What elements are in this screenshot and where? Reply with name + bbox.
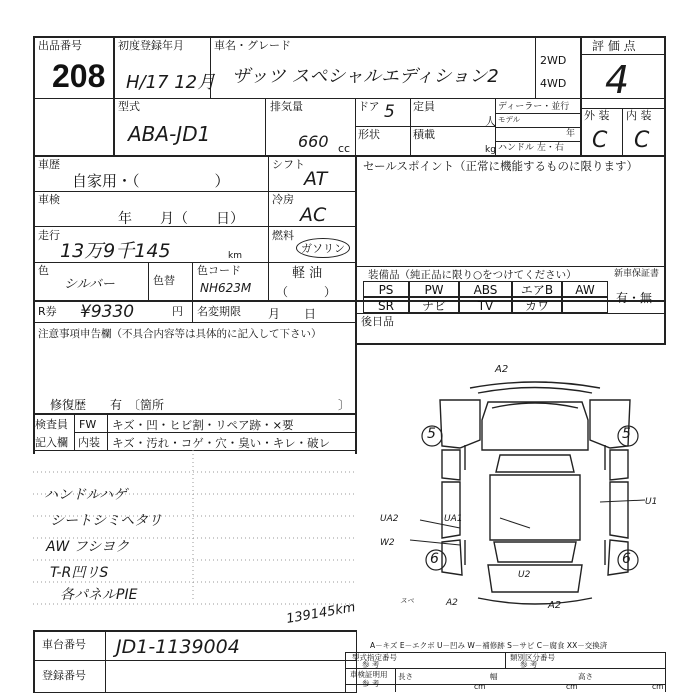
inspection-value: 年 月（ 日） (118, 211, 244, 227)
reg-label: 登録番号 (42, 669, 86, 682)
comment-4: T-R凹リS (50, 565, 109, 581)
type-cert-label: 型式指定番号 (352, 653, 397, 662)
load-unit: kg (485, 145, 496, 155)
inspector-line-2: キズ・汚れ・コゲ・穴・臭い・キレ・破レ (112, 436, 331, 450)
length-unit: cm (474, 682, 486, 691)
mark-rear-left-tire: 6 (430, 551, 439, 567)
mark-left-panel: UA1 (444, 514, 463, 524)
displacement-label: 排気量 (270, 100, 303, 113)
category-sub: 参 考 (520, 660, 538, 669)
fuel-paren: （ ） (276, 285, 337, 299)
notes-label: 注意事項申告欄（不具合内容等は具体的に記入して下さい） (38, 328, 322, 340)
name-grade-value: ザッツ スペシャルエディション2 (232, 66, 499, 87)
mark-left-door: UA2 (380, 514, 399, 524)
sales-point-label: セールスポイント（正常に機能するものに限ります） (363, 159, 638, 173)
inspection-label: 車検 (38, 193, 60, 206)
handle-label: ハンドル 左・右 (498, 143, 564, 153)
equip-pw: PW (409, 281, 459, 297)
shift-value: AT (304, 168, 328, 190)
equip-leather: カワ (512, 297, 562, 313)
equip-tv: TV (459, 297, 512, 313)
mileage-unit: km (228, 251, 242, 261)
model-value: ABA-JD1 (128, 122, 211, 146)
equip-aw: AW (562, 281, 608, 297)
fuel-value-gas: ガソリン (296, 238, 350, 258)
exterior-value: C (592, 128, 608, 153)
height-label: 高さ (578, 672, 593, 681)
mark-front-right-tire: 5 (622, 426, 631, 442)
reg-cert-label: 車検証明用 (350, 670, 388, 679)
fuel-label: 燃料 (272, 229, 294, 242)
first-reg-label: 初度登録年月 (118, 39, 184, 52)
doors-label: ドア (358, 100, 380, 113)
reg-cert-sub: 参 考 (362, 679, 380, 688)
car-diagram (360, 360, 666, 620)
equipment-label: 装備品（純正品に限り○をつけてください） (368, 269, 577, 281)
equip-abs: ABS (459, 281, 512, 297)
ac-label: 冷房 (272, 193, 294, 206)
mark-bottom: A2 (548, 600, 562, 611)
inspector-line-1: キズ・凹・ヒビ割・リペア跡・×要 (112, 418, 294, 432)
inspector-label-1: 検査員 (35, 418, 68, 431)
r-label: R券 (38, 305, 57, 318)
warranty-label: 新車保証書 (614, 269, 660, 279)
inspector-label-2: 記入欄 (35, 436, 68, 449)
comment-1: ハンドルハゲ (44, 487, 128, 503)
capacity-label: 定員 (413, 100, 435, 113)
chassis-label: 車台番号 (42, 638, 86, 651)
color-label: 色 (38, 264, 49, 277)
color-code-label: 色コード (197, 264, 241, 277)
width-label: 幅 (490, 672, 498, 681)
displacement-unit: cc (338, 142, 351, 155)
model-year-unit: 年 (566, 129, 576, 139)
r-value: ¥9330 (80, 302, 135, 322)
mark-left-sill: W2 (380, 538, 395, 548)
shape-label: 形状 (358, 128, 380, 141)
lot-no: 208 (52, 58, 106, 94)
ac-value: AC (300, 204, 327, 226)
model-label: 型式 (118, 100, 140, 113)
comment-5: 各パネルPIE (60, 587, 138, 603)
equip-navi: ナビ (409, 297, 459, 313)
color-value: シルバー (64, 277, 115, 292)
score-value: 4 (605, 58, 630, 102)
exterior-label: 外 装 (584, 109, 610, 122)
warranty-value: 有・無 (616, 291, 653, 305)
mark-right-panel: U1 (645, 497, 658, 507)
fuel-value-diesel: 軽 油 (292, 266, 323, 281)
mark-rear-panel: U2 (518, 570, 531, 580)
score-label: 評 価 点 (592, 39, 636, 53)
shift-label: シフト (272, 158, 305, 171)
length-label: 長さ (398, 672, 413, 681)
history-value: 自家用・（ ） (72, 172, 230, 190)
interior-value: C (634, 128, 650, 153)
mileage-label: 走行 (38, 229, 60, 242)
name-grade-label: 車名・グレード (214, 39, 291, 52)
name-change-label: 名変期限 (197, 305, 241, 318)
km-note: 139145km (285, 600, 357, 627)
repair-label: 修復歴 有 〔箇所 (50, 398, 165, 412)
equip-empty (562, 297, 608, 313)
mark-bumper-code: A2 (446, 598, 458, 608)
color-code-value: NH623M (200, 281, 252, 295)
interior-label: 内 装 (626, 109, 652, 122)
category-label: 類別区分番号 (510, 653, 555, 662)
doors-value: 5 (384, 102, 395, 122)
drive-2wd: 2WD (540, 54, 567, 67)
repair-close: 〕 (338, 398, 351, 412)
inspector-fw: FW (79, 418, 97, 431)
equip-airbag: エアB (512, 281, 562, 297)
model-year-label: モデル (498, 115, 521, 124)
name-change-value: 月 日 (268, 307, 317, 321)
rear-seat-label: 後日品 (361, 315, 394, 328)
mileage-value: 13万9千145 (60, 240, 171, 262)
comment-3: AW フシヨク (46, 539, 130, 555)
history-label: 車歴 (38, 158, 60, 171)
mark-top: A2 (495, 364, 509, 375)
damage-legend: A－キズ E－エクボ U－凹み W－補修跡 S－サビ C－腐食 XX－交換済 (370, 641, 608, 650)
r-unit: 円 (172, 305, 183, 318)
type-cert-sub: 参 考 (362, 660, 380, 669)
comment-2: シートシミヘタリ (50, 513, 162, 529)
load-label: 積載 (413, 128, 435, 141)
chassis-value: JD1-1139004 (116, 636, 240, 658)
drive-4wd: 4WD (540, 77, 567, 90)
mark-bumper: スペ (400, 597, 414, 605)
equip-sr: SR (363, 297, 409, 313)
inspector-naiso: 内装 (78, 436, 100, 449)
mark-front-left-tire: 5 (427, 426, 436, 442)
lot-no-label: 出品番号 (38, 39, 82, 52)
displacement-value: 660 (298, 132, 329, 151)
width-unit: cm (566, 682, 578, 691)
first-reg-value: H/17 12月 (126, 72, 216, 93)
color-change-label: 色替 (153, 274, 175, 287)
equip-ps: PS (363, 281, 409, 297)
capacity-unit: 人 (485, 115, 496, 128)
height-unit: cm (652, 682, 664, 691)
dealer-label: ディーラー・並行 (498, 102, 570, 112)
mark-rear-right-tire: 6 (622, 551, 631, 567)
